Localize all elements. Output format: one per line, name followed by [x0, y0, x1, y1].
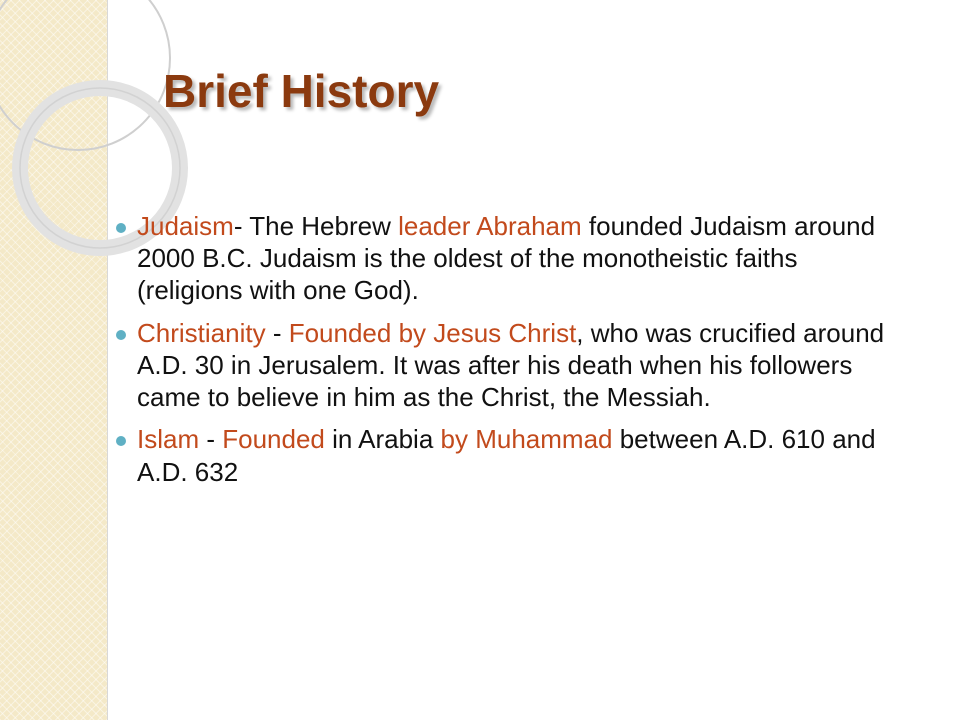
decorative-side-band: [0, 0, 108, 720]
bullet-text: -: [265, 317, 289, 348]
term-judaism: Judaism: [137, 211, 234, 241]
bullet-text: , who was crucified around A.D. 30 in Jerusalem. It was after his death when his followers came to believe in him as the Christ, the Messiah.: [137, 317, 885, 413]
bullet-christianity: [110, 317, 910, 414]
bullet-text: in Arabia: [324, 424, 441, 455]
bullet-text: between A.D. 610 and A.D. 632: [137, 424, 876, 487]
term-founded-by-jesus: Founded by Jesus Christ: [288, 317, 577, 348]
bullet-dot-icon: [116, 436, 126, 446]
bullet-text: -: [199, 424, 223, 455]
slide-title: Brief History: [163, 65, 440, 117]
bullet-judaism: [110, 210, 910, 307]
bullet-text: founded Judaism around 2000 B.C. Judaism is the oldest of the monotheistic faiths (religions with one God).: [137, 211, 876, 306]
bullet-text: - The Hebrew: [233, 211, 399, 241]
bullet-islam: [110, 423, 910, 487]
term-leader-abraham: leader Abraham: [398, 211, 582, 241]
term-by-muhammad: by Muhammad: [440, 424, 613, 455]
bullet-dot-icon: [116, 223, 126, 233]
bullet-dot-icon: [116, 330, 126, 340]
term-founded: Founded: [222, 424, 325, 455]
term-islam: Islam: [137, 424, 200, 455]
term-christianity: Christianity: [137, 317, 266, 348]
bullet-list: [110, 210, 910, 498]
